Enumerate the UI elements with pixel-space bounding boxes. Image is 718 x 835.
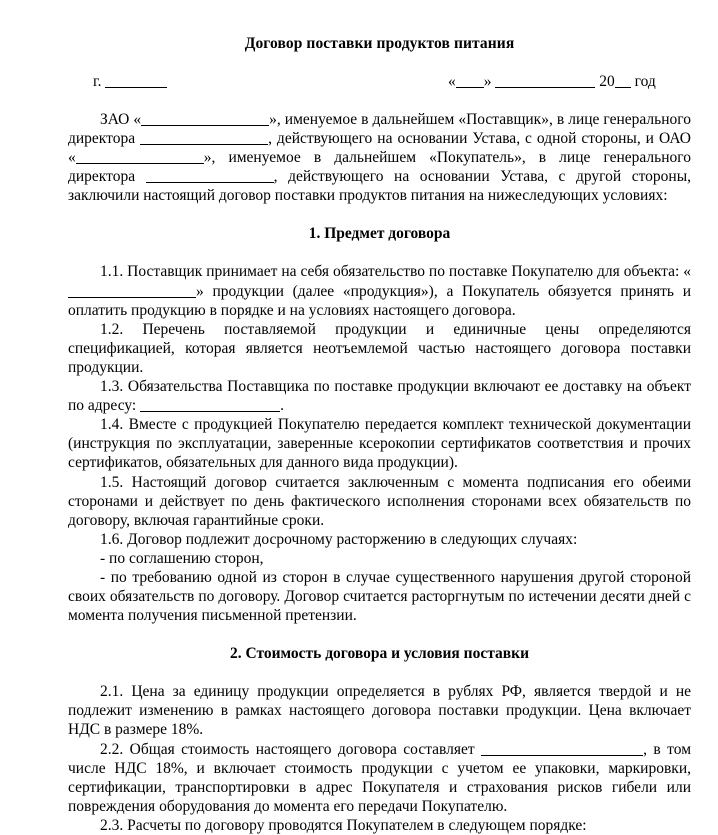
- clause-1-1: [68, 262, 691, 319]
- clause-2-2-number: 2.2.: [100, 740, 124, 758]
- spacer-after-heading-1: [68, 243, 691, 262]
- section-heading-2: 2. Стоимость договора и условия поставки: [229, 645, 530, 663]
- clause-1-5-number: 1.5.: [100, 473, 124, 491]
- preamble-part2: », именуемое в дальнейшем «Поставщик», в лице генерального директора: [68, 111, 691, 148]
- clause-1-3-text-b: .: [280, 397, 284, 415]
- clause-1-6-text-a: Договор подлежит досрочному расторжению в следующих случаях:: [123, 530, 578, 548]
- buyer-name-blank[interactable]: [76, 163, 204, 164]
- clause-1-2-text-a: Перечень поставляемой продукции и единичные цены определяются спецификацией, которая является неотъемлемой частью настоящего договора поставки продукции.: [68, 320, 691, 376]
- clause-2-3: [68, 816, 691, 835]
- clause-1-4-text-a: Вместе с продукцией Покупателю передается комплект технической документации (инструкция по эксплуатации, заверенные ксерокопии сертификатов соответствия и прочих сертификатов, обязательных для данного вида продукции).: [68, 416, 691, 472]
- object-name-blank[interactable]: [68, 297, 196, 298]
- city-label: г.: [93, 73, 102, 90]
- total-amount-blank[interactable]: [481, 755, 643, 756]
- supplier-director-blank[interactable]: [140, 144, 268, 145]
- preamble-part3: , действующего на основании Устава, с одной стороны, и ОАО «: [68, 130, 691, 167]
- clause-1-6-number: 1.6.: [100, 530, 124, 548]
- spacer-after-date: [68, 91, 691, 110]
- section-heading-1: 1. Предмет договора: [308, 225, 451, 243]
- preamble-part5: , действующего на основании Устава, с другой стороны, заключили настоящий договор поставки продуктов питания на нижеследующих условиях:: [68, 168, 692, 205]
- year-prefix: 20: [599, 73, 615, 90]
- clause-1-4: [68, 415, 691, 472]
- year-blank[interactable]: [615, 87, 631, 88]
- supplier-name-blank[interactable]: [141, 125, 269, 126]
- preamble-part4: », именуемое в дальнейшем «Покупатель», в лице генерального директора: [68, 149, 691, 186]
- preamble-part1: ЗАО «: [100, 111, 142, 128]
- spacer-before-section-1: [68, 205, 691, 224]
- clause-1-6-bullet-1: - по соглашению сторон,: [100, 549, 264, 567]
- clause-1-1-number: 1.1.: [100, 263, 124, 281]
- clause-1-3-text-a: Обязательства Поставщика по поставке продукции включают ее доставку на объект по адресу:: [68, 378, 691, 415]
- year-word: год: [634, 73, 656, 90]
- preamble-paragraph: [68, 110, 691, 205]
- clause-1-2: [68, 320, 691, 377]
- buyer-director-blank[interactable]: [146, 182, 274, 183]
- clause-2-3-number: 2.3.: [100, 816, 124, 834]
- clause-1-5: [68, 473, 691, 530]
- clause-2-1: [68, 682, 691, 739]
- clause-1-5-text-a: Настоящий договор считается заключенным с момента подписания его обеими сторонами и действует по день фактического исполнения сторонами всех обязательств по договору, включая гарантийные сроки.: [68, 473, 691, 529]
- clause-1-3-number: 1.3.: [100, 378, 124, 396]
- clause-1-6: [68, 530, 691, 549]
- clause-2-2: [68, 740, 691, 816]
- clause-2-2-text-a: Общая стоимость настоящего договора составляет: [123, 740, 482, 758]
- clause-1-1-text-b: » продукции (далее «продукция»), а Покупатель обязуется принять и оплатить продукцию в порядке и на условиях настоящего договора.: [68, 282, 691, 319]
- city-field: [93, 72, 167, 91]
- month-blank[interactable]: [495, 87, 595, 88]
- day-blank[interactable]: [456, 87, 484, 88]
- clause-1-4-number: 1.4.: [100, 416, 124, 434]
- spacer-before-section-2: [68, 625, 691, 644]
- clause-1-1-text-a: Поставщик принимает на себя обязательство по поставке Покупателю для объекта: «: [123, 263, 691, 281]
- clause-2-1-text-a: Цена за единицу продукции определяется в рублях РФ, является твердой и не подлежит изменению в рамках настоящего договора поставки продукции. Цена включает НДС в размере 18%.: [68, 683, 691, 739]
- clause-1-6-bullet-2: - по требованию одной из сторон в случае существенного нарушения другой стороной своих обязательств по договору. Договор считается расторгнутым по истечении десяти дней с момента получения письменной претензии.: [68, 568, 691, 625]
- day-open-quote: «: [448, 73, 456, 90]
- clause-2-1-number: 2.1.: [100, 683, 124, 701]
- spacer-after-heading-2: [68, 663, 691, 682]
- day-close-quote: »: [483, 73, 492, 90]
- page-title: Договор поставки продуктов питания: [244, 35, 515, 52]
- clause-1-2-number: 1.2.: [100, 320, 124, 338]
- clause-2-2-text-b: , в том числе НДС 18%, и включает стоимость продукции с учетом ее упаковки, маркировки, сертификации, транспортировки в адрес Покупателя и страхования рисков гибели или повреждения оборудования до момента его передачи Покупателю.: [68, 740, 692, 815]
- date-field: [448, 72, 656, 91]
- clause-2-3-text-a: Расчеты по договору проводятся Покупателем в следующем порядке:: [123, 816, 587, 834]
- clause-1-3: [68, 377, 691, 415]
- delivery-address-blank[interactable]: [140, 411, 280, 412]
- city-blank[interactable]: [105, 87, 167, 88]
- date-line: [68, 72, 691, 91]
